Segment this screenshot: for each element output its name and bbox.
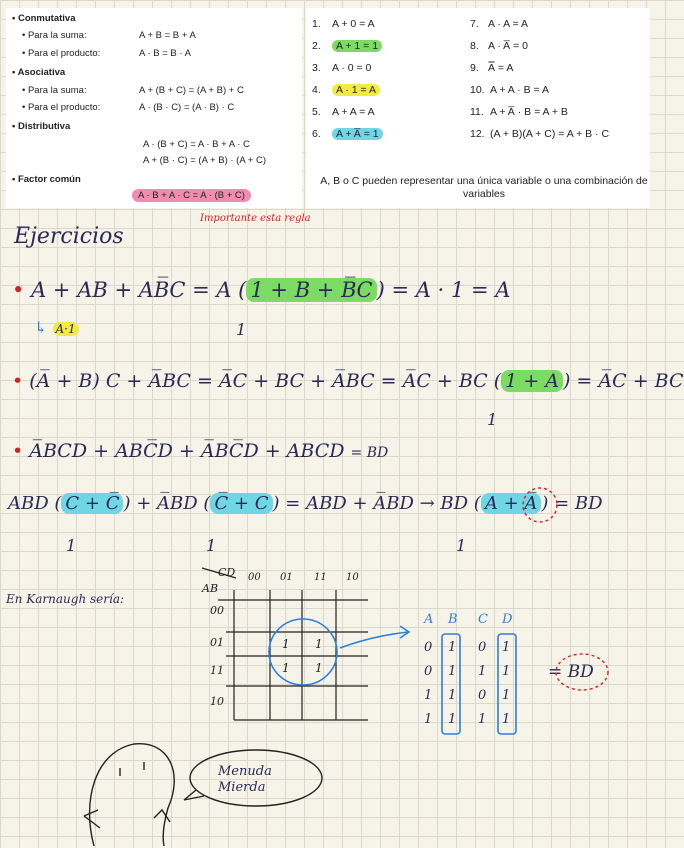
exercise-2-bullet: • bbox=[12, 370, 24, 392]
law-expression: A · 1 = A bbox=[332, 84, 380, 96]
law-item bbox=[312, 106, 375, 118]
law-expression: A · A = A bbox=[488, 18, 528, 30]
kmap-arrow bbox=[336, 618, 416, 658]
truth-table-cell: 1 bbox=[424, 712, 433, 727]
law-expression: A + 1 = 1 bbox=[332, 40, 382, 52]
law-expression: A · A̅ = 0 bbox=[488, 40, 528, 52]
law-item bbox=[312, 84, 380, 96]
law-expression: A + 0 = A bbox=[332, 18, 375, 30]
truth-table-header: A bbox=[424, 612, 434, 627]
heading-asociativa: • Asociativa bbox=[12, 67, 66, 78]
exercise-4-one-1: 1 bbox=[66, 536, 77, 555]
law-item bbox=[470, 40, 528, 52]
exercise-4-one-3: 1 bbox=[456, 536, 467, 555]
truth-table-cell: 0 bbox=[478, 640, 487, 655]
exercise-1-one: 1 bbox=[236, 320, 247, 339]
law-expression: (A + B)(A + C) = A + B · C bbox=[490, 128, 610, 140]
exercise-2-one: 1 bbox=[487, 410, 498, 429]
law-expression: A + A · B = A bbox=[490, 84, 549, 96]
kmap-row-header: 10 bbox=[210, 695, 224, 708]
law-number: 8. bbox=[470, 40, 479, 52]
exercise-2: • (A̅ + B) C + A̅BC = A̅C + BC + A̅BC = A̅C + BC ( 1 + A ) = A̅C + BC bbox=[12, 370, 684, 392]
formula-factor-comun: A · B + A · C = A · (B + C) bbox=[132, 190, 251, 202]
kmap-col-header: 11 bbox=[314, 572, 327, 583]
law-item bbox=[312, 40, 382, 52]
truth-table-result: = BD bbox=[548, 662, 594, 682]
law-number: 11. bbox=[470, 106, 484, 118]
law-number: 9. bbox=[470, 62, 479, 74]
truth-table-cell: 1 bbox=[448, 712, 457, 727]
exercise-4-paren-c: A + A̅ bbox=[481, 493, 542, 514]
exercise-4-one-2: 1 bbox=[206, 536, 217, 555]
truth-table-cell: 1 bbox=[478, 664, 487, 679]
label-para-suma: • Para la suma: bbox=[22, 30, 87, 41]
heading-distributiva: • Distributiva bbox=[12, 121, 71, 132]
truth-table-result-circle bbox=[548, 650, 612, 694]
law-number: 6. bbox=[312, 128, 321, 140]
exercise-1-hint: A·1 bbox=[53, 322, 79, 336]
law-item bbox=[312, 128, 383, 140]
label-para-producto-2: • Para el producto: bbox=[22, 102, 101, 113]
law-expression: A + A = A bbox=[332, 106, 375, 118]
exercise-1-paren: 1 + B + B̅C bbox=[246, 278, 376, 302]
exercise-4: ABD ( C + C̅ ) + A̅BD ( C̅ + C ) = ABD + A̅BD → BD ( A + A̅ ) = BD bbox=[8, 493, 603, 514]
law-number: 10. bbox=[470, 84, 485, 96]
truth-table-cell: 1 bbox=[448, 688, 457, 703]
formula-conm-suma: A + B = B + A bbox=[139, 30, 196, 41]
truth-table-header: B bbox=[448, 612, 458, 627]
kmap-ab-label: AB bbox=[202, 582, 219, 595]
exercise-3: • A̅BCD + ABC̅D + A̅BC̅D + ABCD = BD bbox=[12, 440, 389, 462]
truth-table-cell: 1 bbox=[502, 712, 511, 727]
kmap-cell-one: 1 bbox=[282, 637, 290, 651]
law-item bbox=[470, 84, 549, 96]
law-item bbox=[312, 18, 375, 30]
truth-table-cell: 0 bbox=[478, 688, 487, 703]
law-number: 2. bbox=[312, 40, 321, 52]
truth-table-header: C bbox=[478, 612, 488, 627]
kmap-cell-one: 1 bbox=[315, 637, 323, 651]
law-expression: A + A̅ · B = A + B bbox=[490, 106, 568, 118]
exercise-4-paren-b: C̅ + C bbox=[210, 493, 272, 514]
formula-asoc-suma: A + (B + C) = (A + B) + C bbox=[139, 85, 244, 96]
truth-table-cell: 1 bbox=[502, 688, 511, 703]
law-item bbox=[470, 128, 609, 140]
law-expression: A + A̅ = 1 bbox=[332, 128, 383, 140]
exercise-4-paren-a: C + C̅ bbox=[61, 493, 123, 514]
truth-table-cell: 1 bbox=[424, 688, 433, 703]
law-item bbox=[470, 106, 568, 118]
truth-table-cell: 0 bbox=[424, 664, 433, 679]
truth-table-header: D bbox=[502, 612, 513, 627]
exercise-3-result: = BD bbox=[350, 445, 389, 461]
kmap-row-header: 00 bbox=[210, 604, 224, 617]
heading-factor-comun: • Factor común bbox=[12, 174, 81, 185]
formula-dist-2: A + (B · C) = (A + B) · (A + C) bbox=[143, 155, 267, 166]
law-item bbox=[312, 62, 371, 74]
kmap-row-header: 01 bbox=[210, 636, 224, 649]
exercise-4-result-circle bbox=[520, 486, 564, 526]
kmap-cell-one: 1 bbox=[282, 661, 290, 675]
kmap-cd-label: CD bbox=[218, 566, 236, 579]
formula-dist-1: A · (B + C) = A · B + A · C bbox=[143, 139, 250, 150]
truth-table-cell: 1 bbox=[448, 664, 457, 679]
importante-note: Importante esta regla bbox=[200, 213, 311, 224]
formula-conm-producto: A · B = B · A bbox=[139, 48, 192, 59]
laws-footnote: A, B o C pueden representar una única variable o una combinación de variables bbox=[320, 175, 648, 200]
kmap-row-header: 11 bbox=[210, 664, 224, 677]
exercise-1: • A + AB + AB̅C = A ( 1 + B + B̅C ) = A · 1 = A bbox=[12, 278, 511, 302]
truth-table-cell: 1 bbox=[478, 712, 487, 727]
exercise-2-paren: 1 + A bbox=[501, 370, 563, 392]
law-number: 4. bbox=[312, 84, 321, 96]
truth-table-cell: 0 bbox=[424, 640, 433, 655]
kmap-cell-one: 1 bbox=[315, 661, 323, 675]
truth-table-cell: 1 bbox=[448, 640, 457, 655]
truth-table-boxes bbox=[438, 632, 528, 736]
formula-asoc-producto: A · (B · C) = (A · B) · C bbox=[139, 102, 235, 113]
kmap-col-header: 10 bbox=[346, 572, 359, 583]
heading-conmutativa: • Conmutativa bbox=[12, 13, 76, 24]
kmap-group-circle bbox=[269, 619, 337, 685]
truth-table-cell: 1 bbox=[502, 664, 511, 679]
law-number: 3. bbox=[312, 62, 321, 74]
truth-table-cell: 1 bbox=[502, 640, 511, 655]
law-number: 7. bbox=[470, 18, 479, 30]
label-para-producto: • Para el producto: bbox=[22, 48, 101, 59]
speech-bubble-text: Menuda Mierda bbox=[218, 764, 272, 795]
law-number: 1. bbox=[312, 18, 321, 30]
law-number: 5. bbox=[312, 106, 321, 118]
exercise-1-hint-arrow: ↳ A·1 bbox=[34, 318, 79, 337]
exercise-3-bullet: • bbox=[12, 440, 24, 462]
kmap-col-header: 00 bbox=[248, 572, 261, 583]
label-para-suma-2: • Para la suma: bbox=[22, 85, 87, 96]
law-expression: A̿ = A bbox=[488, 62, 514, 74]
karnaugh-label: En Karnaugh sería: bbox=[6, 592, 125, 606]
law-number: 12. bbox=[470, 128, 485, 140]
law-item bbox=[470, 62, 513, 74]
exercise-1-bullet: • bbox=[12, 278, 25, 302]
ejercicios-title: Ejercicios bbox=[14, 224, 124, 249]
law-item bbox=[470, 18, 528, 30]
law-expression: A · 0 = 0 bbox=[332, 62, 372, 74]
kmap-col-header: 01 bbox=[280, 572, 293, 583]
